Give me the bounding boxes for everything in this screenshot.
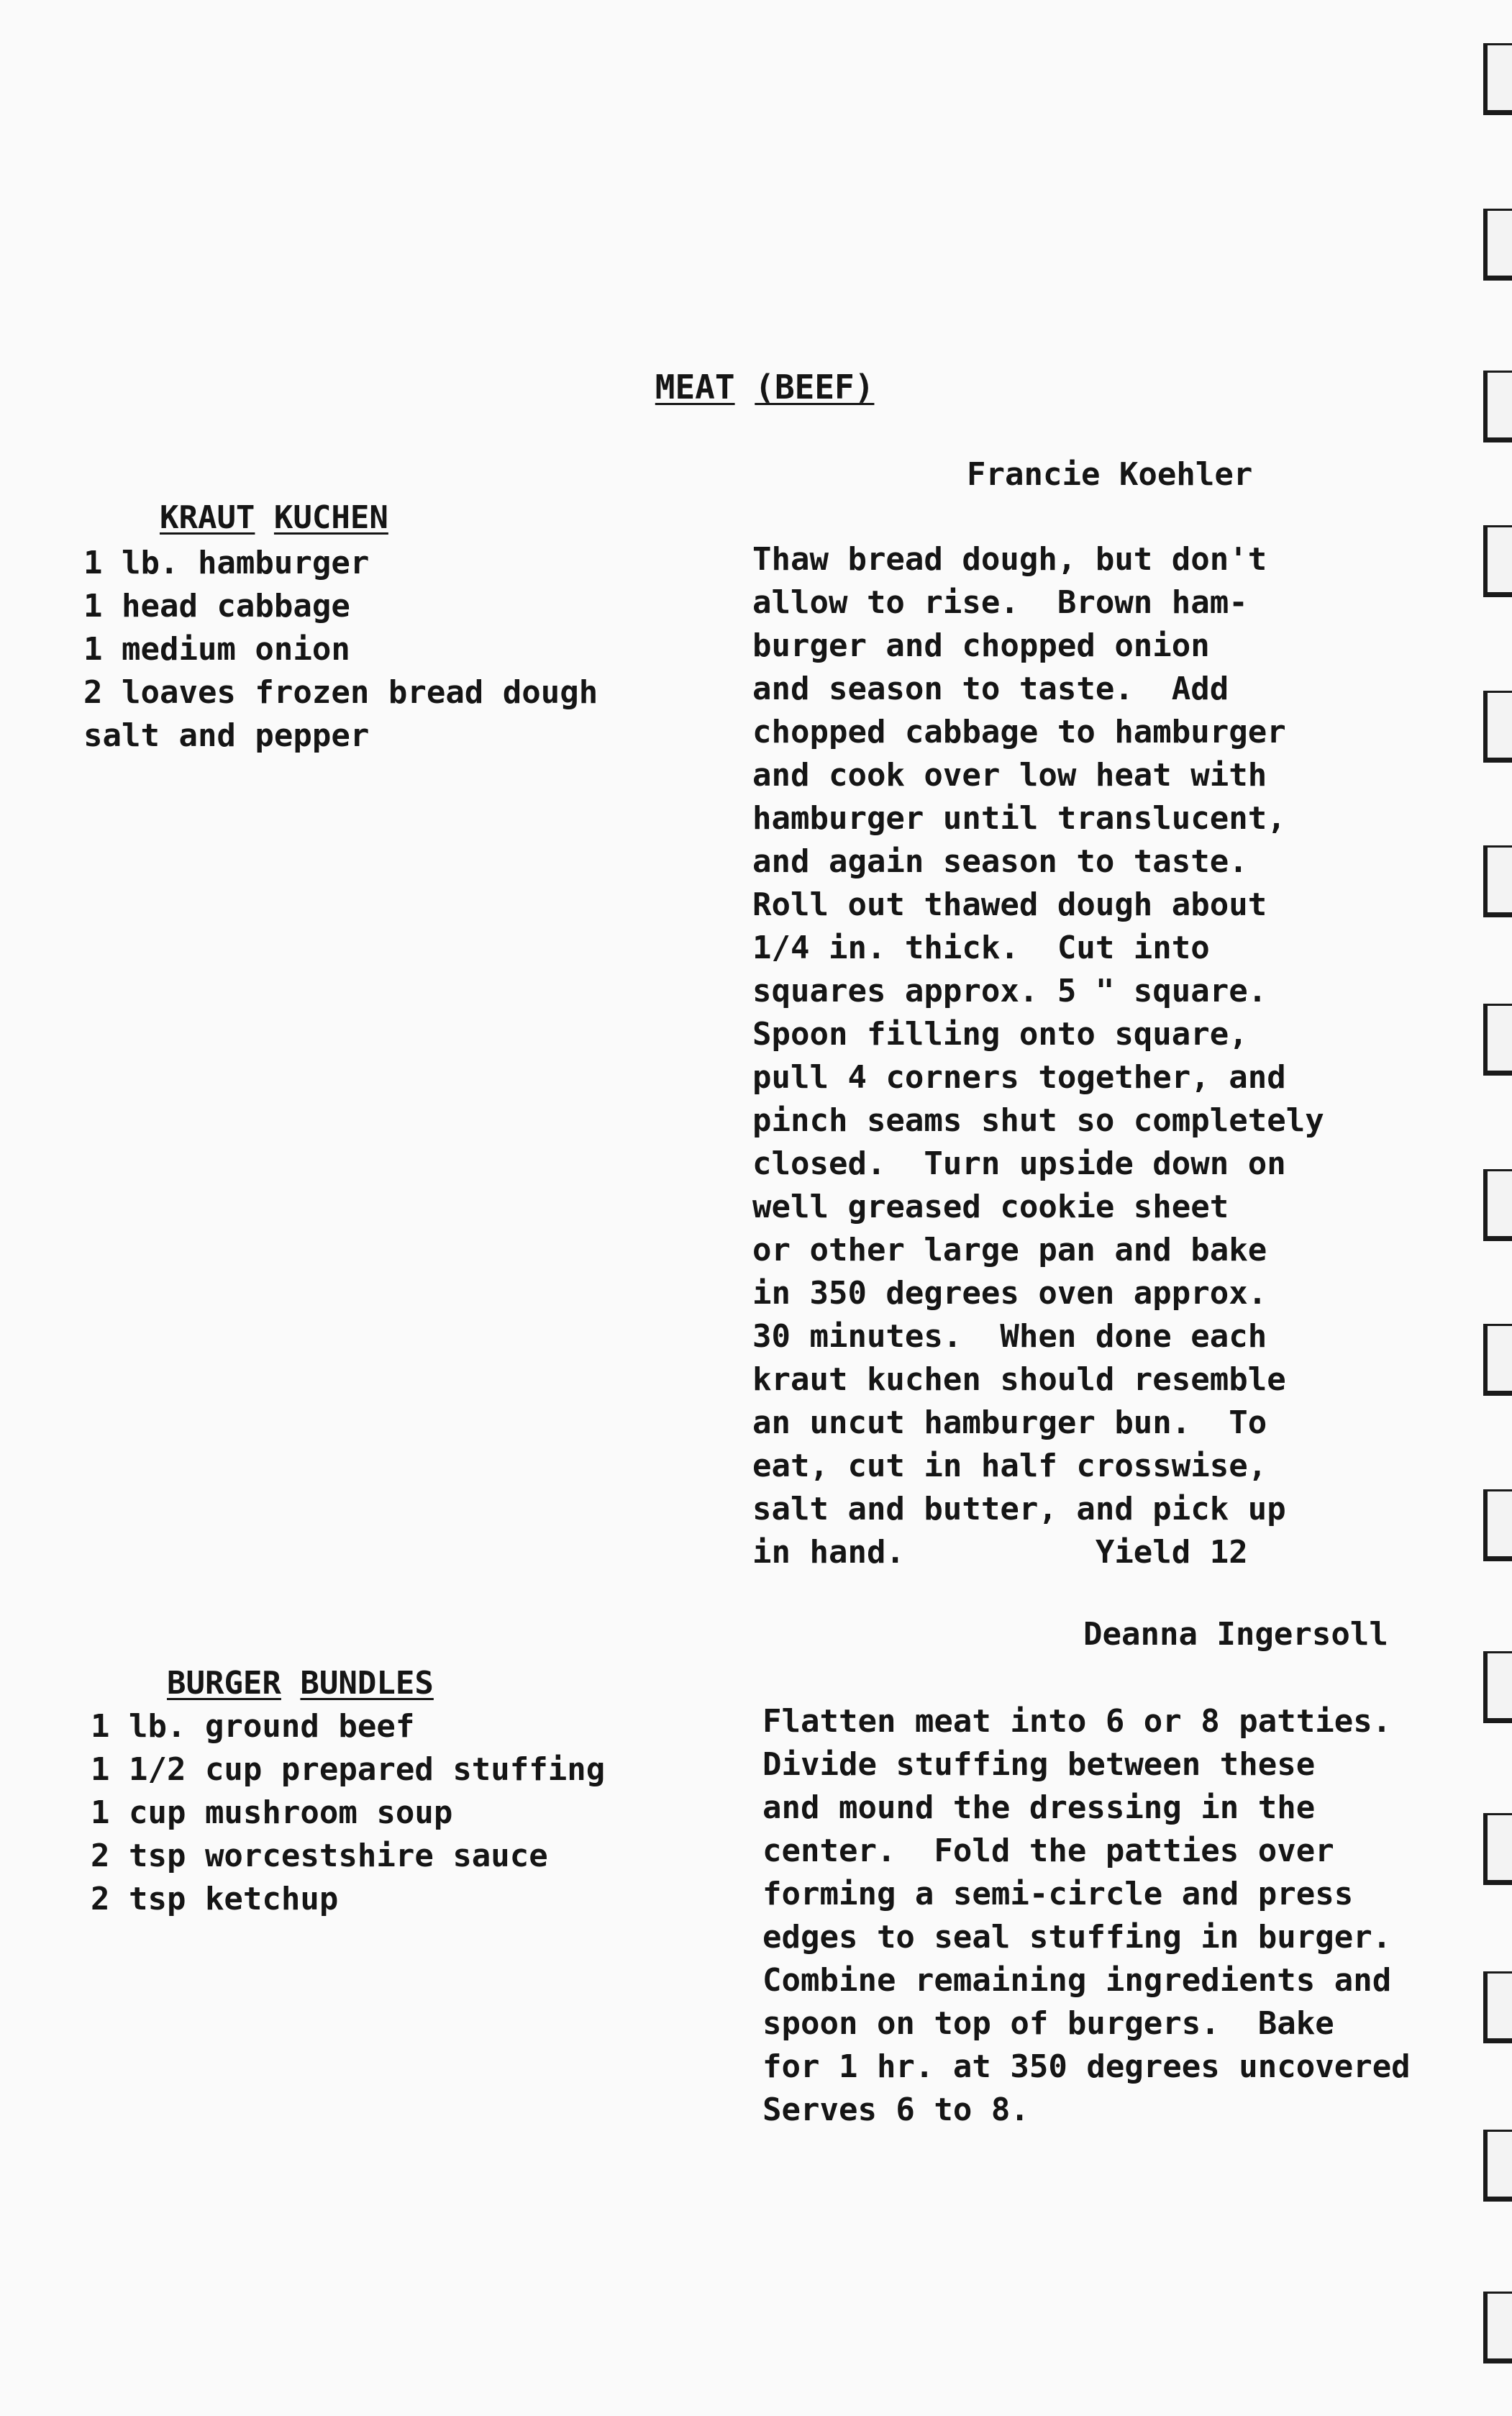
binding-tab-icon: [1483, 525, 1512, 597]
binding-tab-icon: [1483, 691, 1512, 763]
binding-tab-icon: [1483, 1651, 1512, 1723]
recipe-title-word: BURGER: [166, 1665, 281, 1702]
instruction-line: Divide stuffing between these: [762, 1746, 1316, 1783]
binding-tab-icon: [1483, 2130, 1512, 2202]
instruction-line: in 350 degrees oven approx.: [752, 1275, 1267, 1312]
instruction-line: chopped cabbage to hamburger: [752, 714, 1286, 750]
instruction-line: pull 4 corners together, and: [752, 1059, 1286, 1096]
ingredient-list-burger-bundles: [91, 1705, 605, 1921]
ingredient-list-kraut-kuchen: [83, 542, 598, 758]
instruction-line: an uncut hamburger bun. To: [752, 1404, 1267, 1441]
recipe-title-word: BUNDLES: [300, 1665, 434, 1702]
instruction-line: and season to taste. Add: [752, 671, 1229, 707]
instruction-line: well greased cookie sheet: [752, 1189, 1229, 1225]
ingredient-item: 1 lb. hamburger: [83, 545, 370, 581]
instruction-line: spoon on top of burgers. Bake: [762, 2005, 1334, 2042]
ingredient-item: 2 tsp ketchup: [91, 1881, 339, 1917]
instruction-line: pinch seams shut so completely: [752, 1102, 1324, 1139]
ingredient-item: salt and pepper: [83, 717, 370, 754]
instruction-line: edges to seal stuffing in burger.: [762, 1919, 1392, 1956]
instruction-line: 30 minutes. When done each: [752, 1318, 1267, 1355]
binding-tab-icon: [1483, 1169, 1512, 1241]
instruction-line: center. Fold the patties over: [762, 1833, 1334, 1869]
recipe-author-kraut-kuchen: Francie Koehler: [967, 456, 1253, 493]
instruction-line: hamburger until translucent,: [752, 800, 1286, 837]
instruction-line: allow to rise. Brown ham-: [752, 584, 1248, 621]
instruction-line: Flatten meat into 6 or 8 patties.: [762, 1703, 1392, 1740]
binding-tab-icon: [1483, 1489, 1512, 1561]
instruction-line: kraut kuchen should resemble: [752, 1361, 1286, 1398]
instruction-line: closed. Turn upside down on: [752, 1145, 1286, 1182]
ingredient-item: 2 loaves frozen bread dough: [83, 674, 598, 711]
binding-tab-icon: [1483, 1324, 1512, 1396]
page-title: [575, 322, 874, 452]
binding-tab-icon: [1483, 1004, 1512, 1076]
instructions-kraut-kuchen: [752, 538, 1324, 1574]
binding-tab-icon: [1483, 1971, 1512, 2043]
instruction-line: Spoon filling onto square,: [752, 1016, 1248, 1053]
instruction-line: Thaw bread dough, but don't: [752, 541, 1267, 578]
instruction-line: and again season to taste.: [752, 843, 1248, 880]
instruction-line: and mound the dressing in the: [762, 1789, 1316, 1826]
instructions-burger-bundles: [762, 1700, 1411, 2132]
instruction-line: for 1 hr. at 350 degrees uncovered: [762, 2048, 1411, 2085]
instruction-line: Serves 6 to 8.: [762, 2092, 1029, 2128]
instruction-line: salt and butter, and pick up: [752, 1491, 1286, 1527]
instruction-line: squares approx. 5 " square.: [752, 973, 1267, 1009]
ingredient-item: 1 1/2 cup prepared stuffing: [91, 1751, 606, 1788]
ingredient-item: 1 medium onion: [83, 631, 350, 668]
binding-tab-icon: [1483, 209, 1512, 281]
instruction-line: 1/4 in. thick. Cut into: [752, 930, 1210, 966]
instruction-line: burger and chopped onion: [752, 627, 1210, 664]
instruction-line: and cook over low heat with: [752, 757, 1267, 794]
binding-tab-icon: [1483, 1813, 1512, 1885]
binding-tab-icon: [1483, 43, 1512, 115]
instruction-line: Combine remaining ingredients and: [762, 1962, 1392, 1999]
binding-tab-icon: [1483, 845, 1512, 917]
ingredient-item: 2 tsp worcestshire sauce: [91, 1838, 548, 1874]
instruction-line: Roll out thawed dough about: [752, 886, 1267, 923]
page-title-meat: MEAT: [655, 368, 735, 407]
instruction-line: eat, cut in half crosswise,: [752, 1448, 1267, 1484]
spiral-binding: [1469, 0, 1512, 2416]
recipe-title-word: KRAUT: [159, 499, 255, 536]
recipe-author-burger-bundles: Deanna Ingersoll: [1083, 1616, 1388, 1653]
ingredient-item: 1 cup mushroom soup: [91, 1794, 453, 1831]
instruction-line: or other large pan and bake: [752, 1232, 1267, 1268]
ingredient-item: 1 head cabbage: [83, 588, 350, 625]
binding-tab-icon: [1483, 2292, 1512, 2363]
recipe-title-word: KUCHEN: [273, 499, 388, 536]
instruction-line: forming a semi-circle and press: [762, 1876, 1354, 1912]
instruction-line: in hand. Yield 12: [752, 1534, 1248, 1571]
ingredient-item: 1 lb. ground beef: [91, 1708, 415, 1745]
binding-tab-icon: [1483, 371, 1512, 442]
page-title-beef: (BEEF): [755, 368, 875, 407]
